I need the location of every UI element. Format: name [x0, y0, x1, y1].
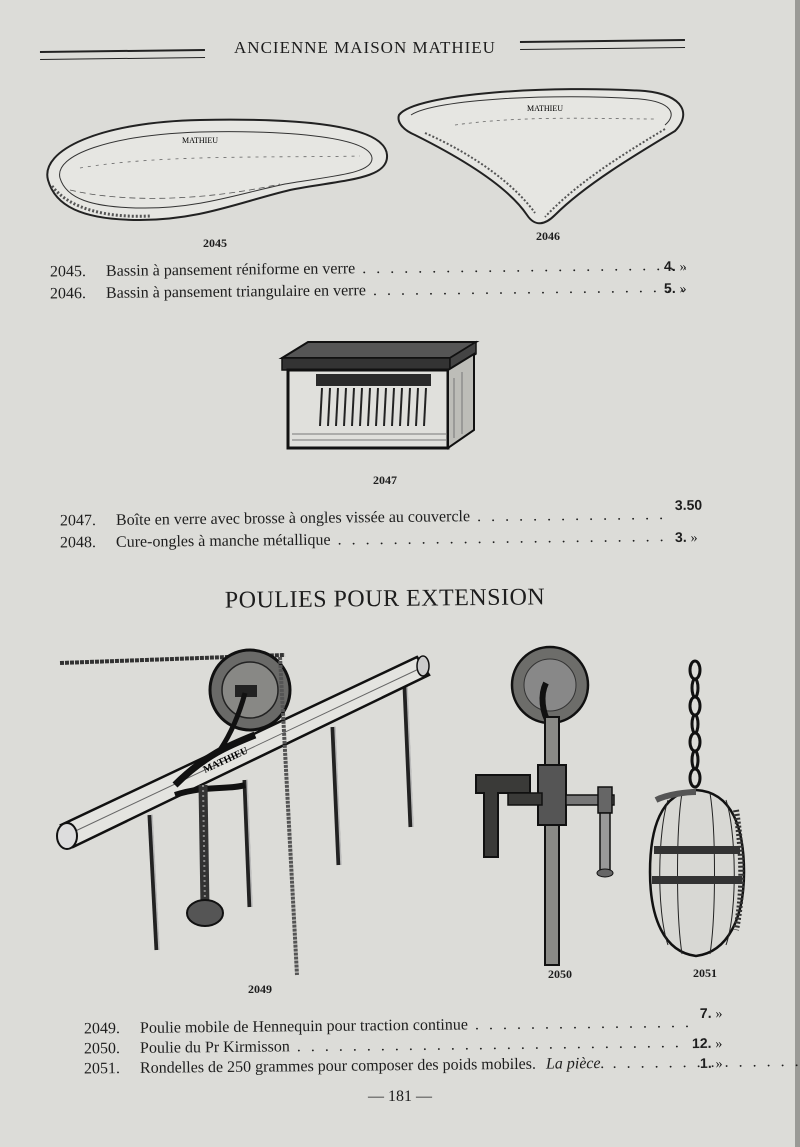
entry-unit: La pièce.: [540, 1055, 609, 1073]
entry-description: Bassin à pansement triangulaire en verre . . .: [106, 277, 686, 305]
figure-2047-number: 2047: [373, 473, 397, 487]
entries-middle: [59, 496, 720, 557]
entry-price-suffix: »: [715, 1036, 723, 1052]
entry-number: 2046.: [49, 285, 87, 303]
page-edge: [795, 0, 800, 1147]
entry-description: Cure-ongles à manche métallique . . .: [116, 526, 664, 554]
entry-price-value: 1.: [699, 1054, 712, 1072]
figure-2046-number: 2046: [536, 229, 560, 243]
figure-2050-number: 2050: [548, 967, 572, 981]
entry-description-text: Rondelles de 250 grammes pour composer des poids mobiles.: [139, 1055, 537, 1077]
entry-description: Boîte en verre avec brosse à ongles vissée au couvercle . . .: [116, 504, 664, 532]
entry-number: 2045.: [49, 263, 87, 281]
entry-number: 2049.: [83, 1020, 121, 1038]
figure-2046-triangular-basin: [395, 85, 690, 230]
figure-2051-number: 2051: [693, 966, 717, 980]
figure-2046-mark: MATHIEU: [527, 104, 563, 113]
figure-2049-mark: MATHIEU: [201, 745, 250, 776]
page-header-title: ANCIENNE MAISON MATHIEU: [234, 38, 496, 57]
entry-price-value: 3.50: [674, 496, 703, 514]
figure-2045-number: 2045: [203, 236, 227, 250]
entry-number: 2050.: [83, 1040, 121, 1058]
entry-price-suffix: »: [715, 1056, 723, 1072]
figure-2050-kirmisson-pulley: [468, 645, 618, 967]
entry-price-suffix: »: [690, 530, 698, 546]
figure-2051-weight: [648, 660, 748, 960]
entry-price-value: 3.: [674, 528, 687, 546]
entry-price: [675, 526, 698, 550]
entry-price: [675, 494, 702, 518]
figure-2045-kidney-basin: [40, 110, 390, 230]
entry-price: [664, 255, 687, 279]
entries-top: [50, 258, 710, 308]
header-rule-right: [520, 39, 685, 50]
figure-2049-hennequin-pulley: [55, 645, 435, 980]
entry-price-value: 4.: [663, 257, 676, 275]
entry-description: Poulie mobile de Hennequin pour traction continue . . .: [140, 1012, 690, 1040]
entry-price-suffix: »: [715, 1006, 723, 1022]
entry-price-value: 7.: [699, 1004, 712, 1022]
figure-2049-number: 2049: [248, 982, 272, 996]
entry-description: Poulie du Pr Kirmisson . . .: [140, 1032, 680, 1060]
entry-number: 2047.: [59, 512, 97, 530]
entries-bottom: [83, 1004, 744, 1085]
entry-price: [700, 1002, 723, 1026]
entry-price-suffix: »: [679, 259, 687, 275]
figure-2045-mark: MATHIEU: [182, 136, 218, 145]
entry-number: 2051.: [83, 1060, 121, 1078]
page-number: — 181 —: [368, 1088, 432, 1105]
section-title: POULIES POUR EXTENSION: [224, 584, 546, 614]
header-rule-left: [40, 49, 205, 60]
entry-price: [700, 1052, 723, 1076]
entry-description: [140, 1052, 690, 1080]
entry-price-value: 12.: [691, 1034, 712, 1052]
entry-price: [664, 277, 687, 301]
entry-price-value: 5.: [663, 279, 676, 297]
entry-price-suffix: »: [679, 281, 687, 297]
entry-number: 2048.: [59, 534, 97, 552]
figure-2047-glass-box: [278, 338, 478, 453]
entry-description: Bassin à pansement réniforme en verre . . .: [106, 255, 686, 283]
